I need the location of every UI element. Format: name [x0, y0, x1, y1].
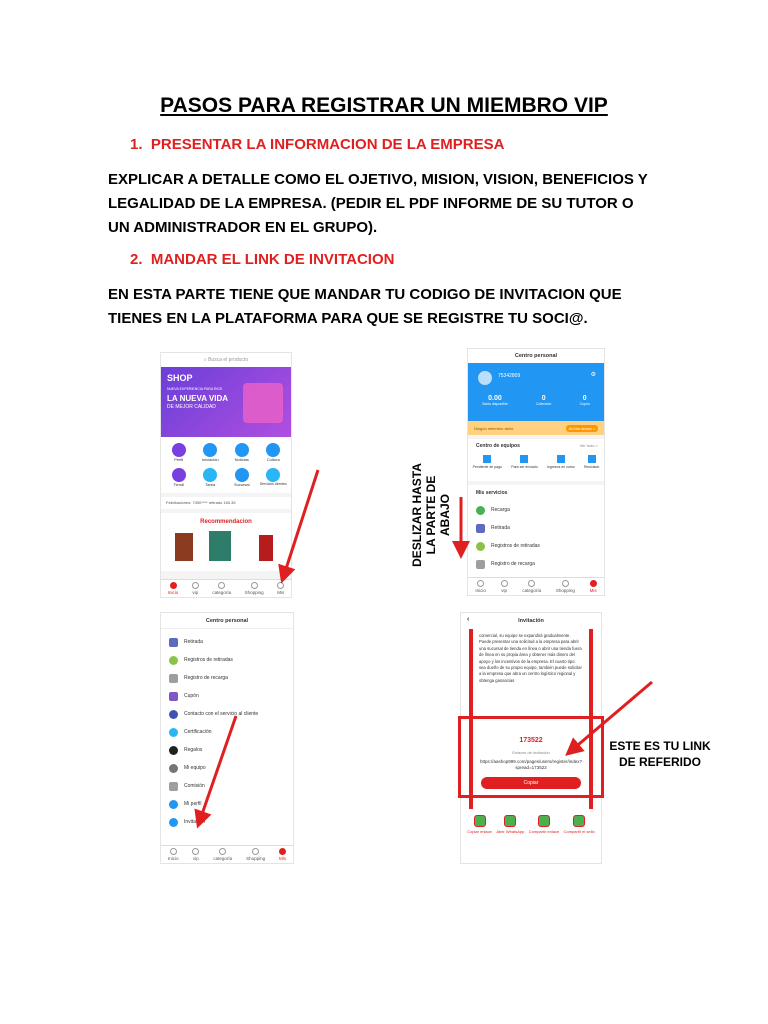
- invitation-text: comercial, su equipo se expandirá gradualmente. Puede presentar una solicitud a la empresa para abrir una sucursal de tienda en línea o abrir una tienda fuera de línea en su propia área y obtener más dinero del apoyo y los incentivos de la empresa. El cuarto tipo: sea dueño de su propio equipo, también puede solicitar a la empresa que abra un centro logístico regional y obtenga ganancias: [469, 629, 593, 731]
- team-item-income[interactable]: Ingresos en curso: [547, 455, 575, 469]
- tab-categoria[interactable]: categoría: [212, 582, 231, 595]
- tab-shopping[interactable]: Shopping: [246, 848, 265, 861]
- page-title: PASOS PARA REGISTRAR UN MIEMBRO VIP: [160, 94, 608, 117]
- service-profile[interactable]: Mi perfil: [161, 795, 293, 813]
- service-recharge-records[interactable]: Registro de recarga: [468, 555, 604, 573]
- stat-coleccion[interactable]: 0 Colección: [535, 395, 552, 406]
- banner-small-text: NUEVA EXPERIENCIA PARA RICE: [167, 387, 223, 391]
- team-item-pending[interactable]: Pendiente de pago: [473, 455, 502, 469]
- step-1-paragraph: EXPLICAR A DETALLE COMO EL OJETIVO, MISION, VISION, BENEFICIOS Y LEGALIDAD DE LA EMPRESA. (PEDIR EL PDF INFORME DE SU TUTOR O UN ADMINISTRADOR EN EL GRUPO).: [108, 171, 648, 236]
- tab-shopping[interactable]: Shopping: [245, 582, 264, 595]
- back-chevron-icon[interactable]: ‹: [467, 616, 470, 623]
- service-retirada[interactable]: Retirada: [468, 519, 604, 537]
- service-recharge-records[interactable]: Registro de recarga: [161, 669, 293, 687]
- service-gifts[interactable]: Regalos: [161, 741, 293, 759]
- tab-mis[interactable]: Mis: [590, 580, 597, 593]
- ticker: Felicitaciones: 7450**** retirado 160.35: [161, 497, 291, 509]
- share-copy-link[interactable]: Copiar enlace: [467, 815, 492, 834]
- referral-link[interactable]: https://aashop999.com/pages/users/register/index?spread=173522: [479, 759, 583, 770]
- tab-vip[interactable]: vip: [192, 848, 199, 861]
- invite-code: 173522: [519, 737, 543, 744]
- team-item-recycled[interactable]: Reciclado: [584, 455, 599, 469]
- tab-vip[interactable]: vip: [501, 580, 508, 593]
- tab-categoria[interactable]: categoría: [522, 580, 541, 593]
- search-icon: ⌕: [203, 357, 209, 363]
- grid-item-tarea[interactable]: Tarea: [195, 468, 227, 487]
- user-id: 75342809: [498, 373, 521, 379]
- link-label: Enlaces de invitación: [512, 750, 550, 755]
- recommend-title: Recommendacion: [200, 519, 252, 525]
- grid-item-iniciacion[interactable]: Iniciación: [195, 443, 227, 462]
- grid-item-tiendi[interactable]: Tiendi: [163, 468, 195, 487]
- banner-title-1: LA NUEVA VIDA: [167, 394, 229, 403]
- see-all-link[interactable]: Ver todo >: [579, 443, 598, 448]
- step-1-number: 1.: [130, 136, 143, 153]
- step-2-number: 2.: [130, 251, 143, 268]
- tab-categoria[interactable]: categoría: [213, 848, 232, 861]
- grid-item-cultura[interactable]: Cultura: [258, 443, 290, 462]
- tab-inicio[interactable]: Inicio: [475, 580, 486, 593]
- team-item-sent[interactable]: Para ser enviado: [511, 455, 537, 469]
- step-1-label: PRESENTAR LA INFORMACION DE LA EMPRESA: [150, 136, 505, 153]
- header-title: ‹ Invitación: [467, 616, 544, 624]
- service-team[interactable]: Mi equipo: [161, 759, 293, 777]
- grid-item-sucursal[interactable]: Sucursal: [226, 468, 258, 487]
- grid-item-servicios[interactable]: Servicios clientes: [258, 468, 290, 487]
- referral-hint: ESTE ES TU LINK DE REFERIDO: [609, 739, 711, 769]
- stat-saldo[interactable]: 0.00 Saldo disponible: [482, 395, 508, 406]
- scroll-hint: DESLIZAR HASTA LA PARTE DE ABAJO: [410, 463, 452, 567]
- arrow-to-referral-link: [572, 682, 652, 750]
- service-cupon[interactable]: Cupón: [161, 687, 293, 705]
- shop-logo: SHOP: [167, 373, 193, 383]
- header-title: Centro personal: [161, 613, 293, 629]
- service-retirada[interactable]: Retirada: [161, 633, 293, 651]
- header-title: Centro personal: [468, 349, 604, 363]
- share-seal[interactable]: Compartir el sello: [564, 815, 595, 834]
- service-withdraw-records[interactable]: Registros de retiradas: [468, 537, 604, 555]
- service-certification[interactable]: Certificación: [161, 723, 293, 741]
- tab-inicio[interactable]: Inicio: [168, 848, 179, 861]
- open-now-button[interactable]: Abrirlo ahora >: [566, 425, 598, 432]
- member-notice: Ningún miembro abrió Abrirlo ahora >: [468, 421, 604, 435]
- team-title: Centro de equipos: [476, 443, 520, 449]
- settings-icon[interactable]: ⚙: [590, 372, 596, 378]
- grid-item-perfil[interactable]: Perfil: [163, 443, 195, 462]
- arrow-to-mis-tab: [284, 470, 318, 575]
- service-recarga[interactable]: Recarga: [468, 501, 604, 519]
- tab-vip[interactable]: vip: [192, 582, 199, 595]
- arrow-to-invitation: [200, 716, 236, 820]
- tab-mis[interactable]: Mis: [277, 582, 284, 595]
- service-contact[interactable]: Contacto con el servicio al cliente: [161, 705, 293, 723]
- search-placeholder: Busca el producto: [208, 357, 249, 363]
- service-invitation[interactable]: Invitación: [161, 813, 293, 831]
- services-title: Mis servicios: [476, 490, 508, 496]
- step-2-label: MANDAR EL LINK DE INVITACION: [150, 251, 395, 268]
- share-whatsapp[interactable]: Abrir WhatsApp: [496, 815, 524, 834]
- step-2-paragraph: EN ESTA PARTE TIENE QUE MANDAR TU CODIGO DE INVITACION QUE TIENES EN LA PLATAFORMA PARA QUE SE REGISTRE TU SOCI@.: [108, 286, 622, 327]
- stat-cupon[interactable]: 0 Cupón: [579, 395, 590, 406]
- tab-shopping[interactable]: Shopping: [556, 580, 575, 593]
- copy-button[interactable]: Copiar: [481, 777, 581, 789]
- tab-inicio[interactable]: Inicio: [168, 582, 179, 595]
- share-link[interactable]: Compartir enlace: [529, 815, 559, 834]
- service-withdraw-records[interactable]: Registros de retiradas: [161, 651, 293, 669]
- tab-mis[interactable]: Mis: [279, 848, 286, 861]
- service-commission[interactable]: Comisión: [161, 777, 293, 795]
- grid-item-noticias[interactable]: Noticias: [226, 443, 258, 462]
- banner-title-2: DE MEJOR CALIDAD: [167, 404, 216, 410]
